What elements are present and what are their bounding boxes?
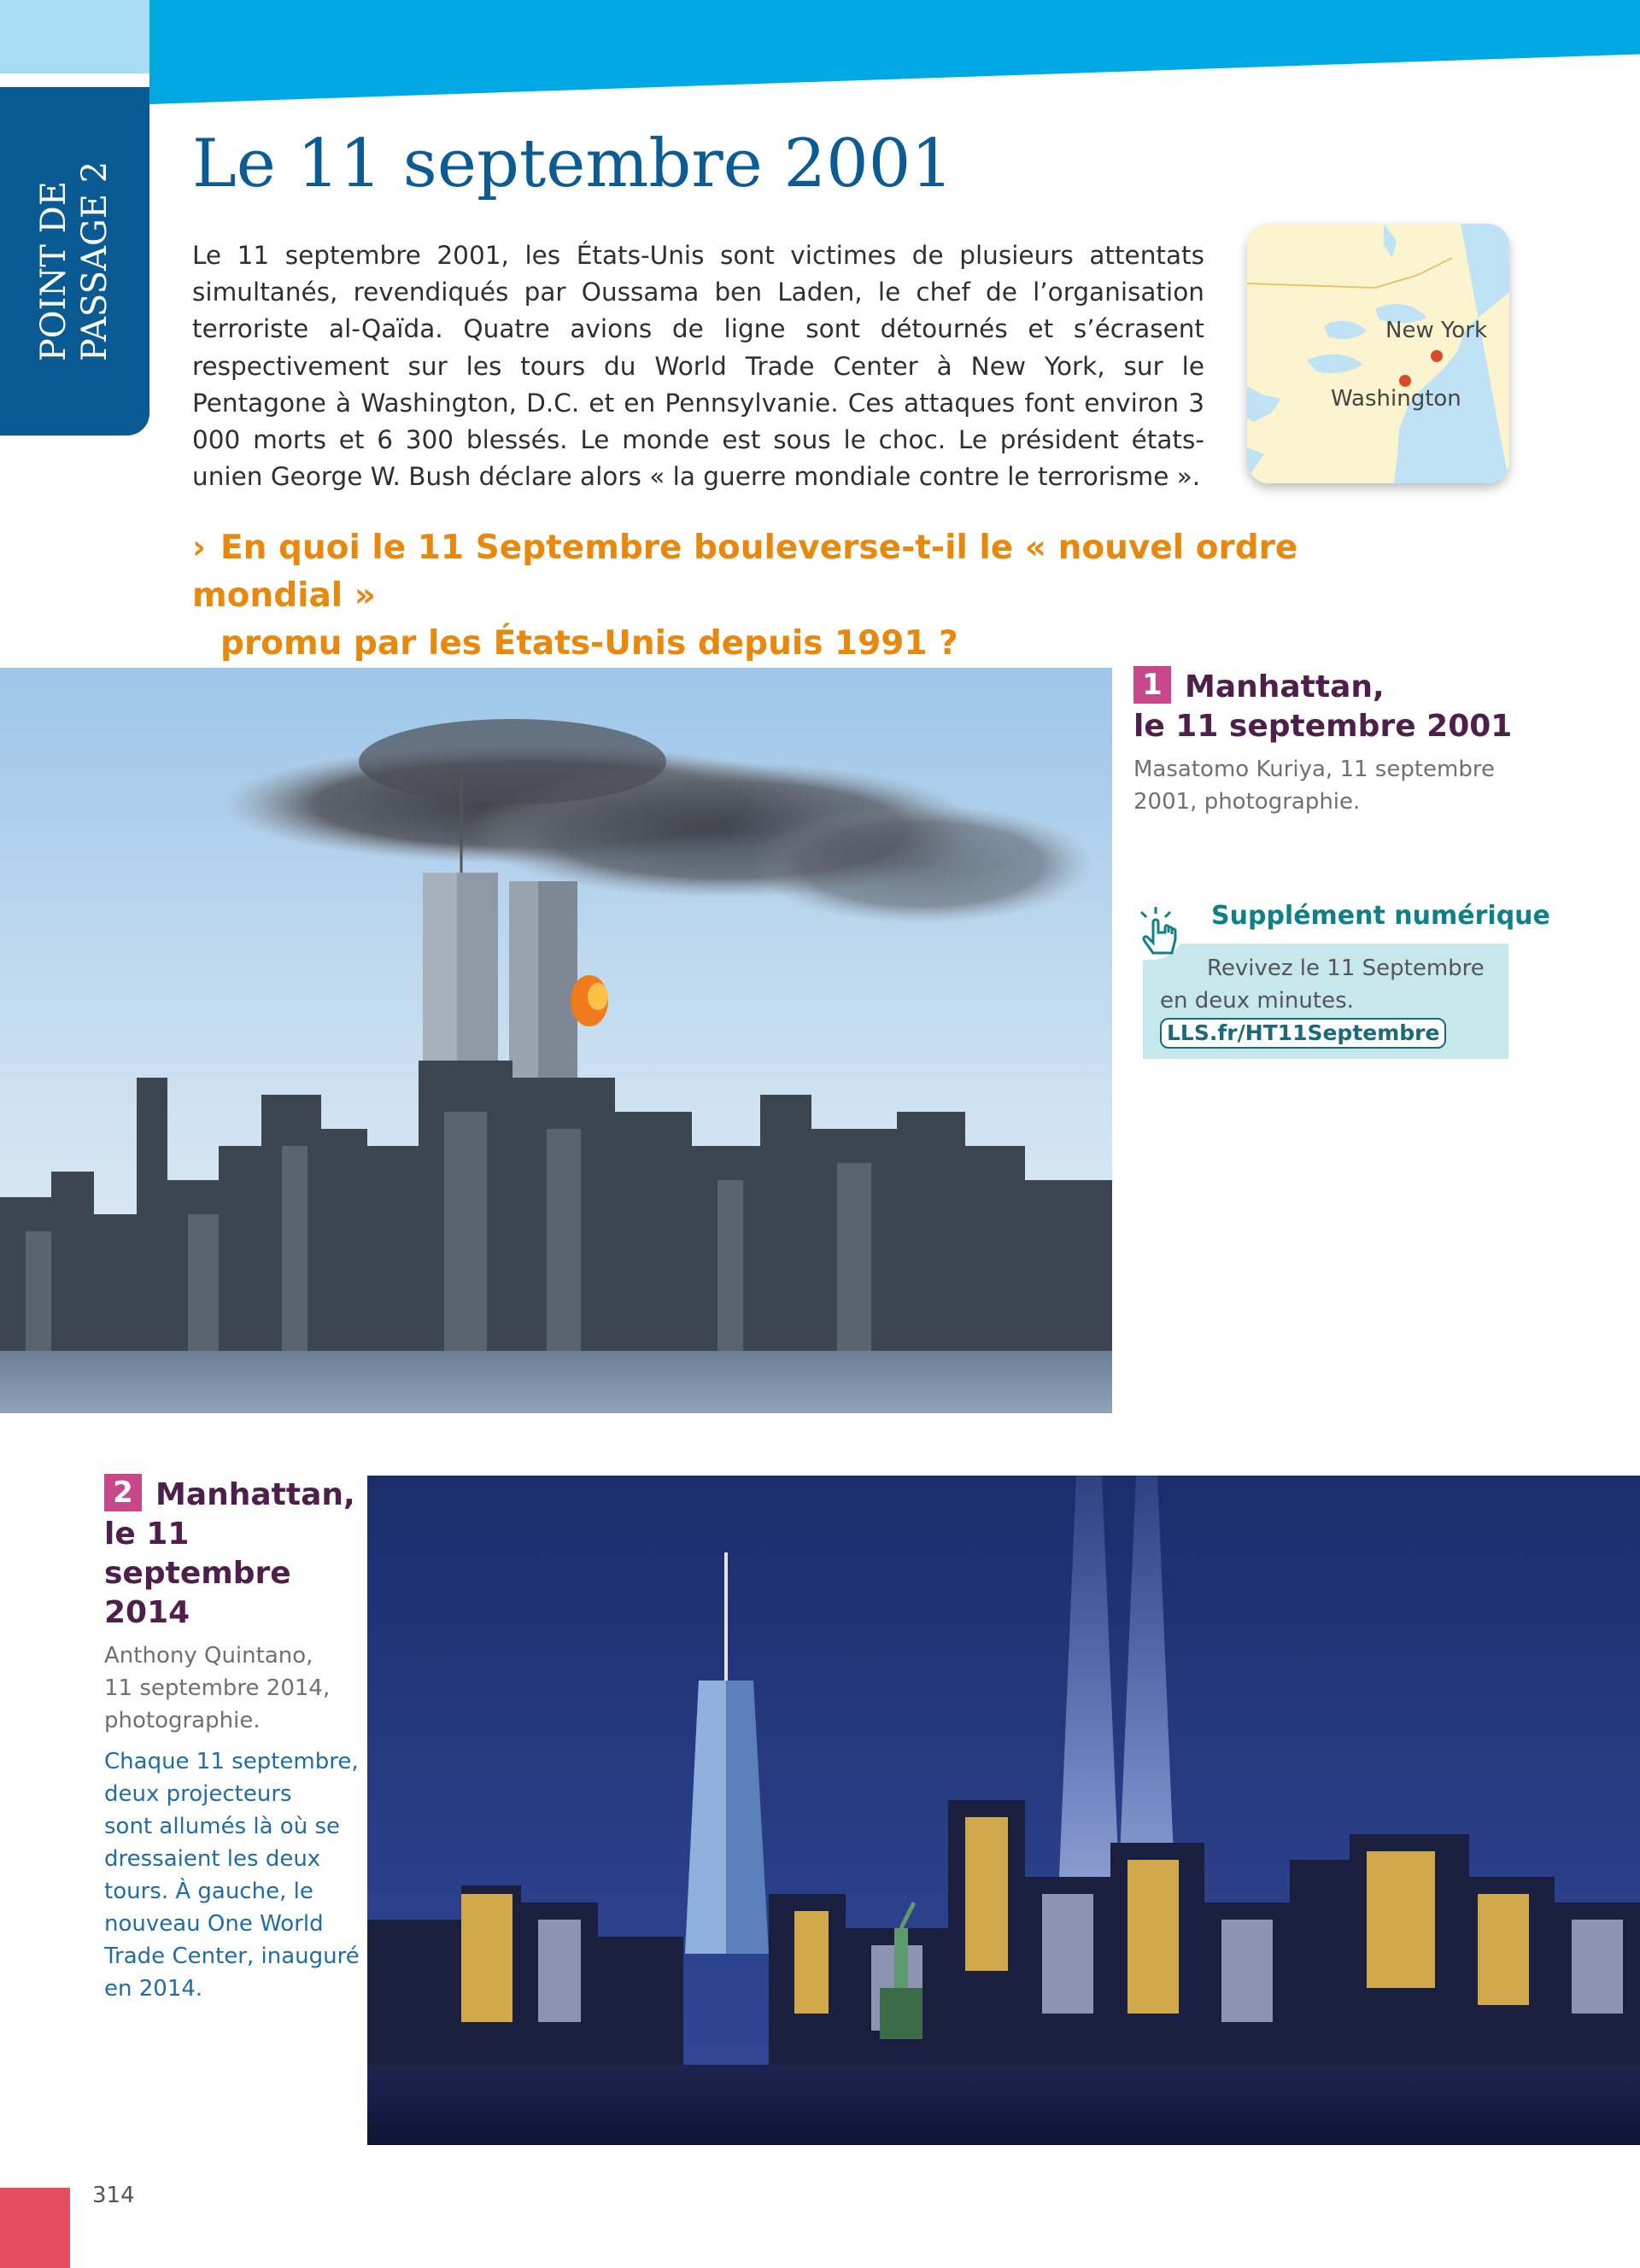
doc2-title-line-2: le 11 septembre	[104, 1517, 291, 1591]
doc2-description	[104, 1745, 360, 2005]
doc1-credit-line-2: 2001, photographie.	[1133, 789, 1361, 815]
supplement-title: Supplément numérique	[1211, 901, 1550, 931]
doc1-number-badge: 1	[1133, 666, 1171, 704]
top-banner	[149, 0, 1640, 104]
doc2-title	[104, 1474, 360, 1633]
photo-manhattan-2001	[0, 668, 1112, 1413]
intro-paragraph: Le 11 septembre 2001, les États-Unis sont victimes de plusieurs attentats simultanés, revendiqués par Oussama ben Laden, le chef de l’organisation terroriste al-Qaïda. Quatre avions de ligne sont détournés et s’écrasent respectivement sur les tours du World Trade Center à New York, sur le Pentagone à Washington, D.C. et en Pennsylvanie. Ces attaques font environ 3 000 morts et 6 300 blessés. Le monde est sous le choc. Le président états-unien George W. Bush déclare alors « la guerre mondiale contre le terrorisme ».	[192, 241, 1204, 492]
doc1-title-line-1: Manhattan,	[1185, 669, 1385, 704]
doc2-credit	[104, 1640, 360, 1737]
locator-map	[1247, 224, 1509, 483]
doc2-credit-line-3: photographie.	[104, 1708, 261, 1733]
doc2-number-badge: 2	[104, 1474, 142, 1511]
washington-dot	[1399, 375, 1411, 387]
doc2-credit-line-1: Anthony Quintano,	[104, 1643, 313, 1669]
chevron-right-icon: ›	[192, 529, 207, 567]
doc2-credit-line-2: 11 septembre 2014,	[104, 1675, 331, 1701]
doc2-title-line-1: Manhattan,	[155, 1477, 355, 1512]
tab-line-1: POINT DE	[34, 181, 74, 362]
newyork-dot	[1431, 350, 1443, 362]
supplement-text-line-2: en deux minutes.	[1160, 988, 1354, 1014]
doc1-title-line-2: le 11 septembre 2001	[1133, 709, 1513, 744]
supplement-text	[1160, 952, 1502, 1049]
footer-color-mark	[0, 2188, 70, 2268]
doc2-caption-line: tours. À gauche, le	[104, 1879, 313, 1904]
supplement-text-line-1: Revivez le 11 Septembre	[1207, 956, 1485, 981]
doc1-caption	[1133, 666, 1612, 818]
doc2-title-line-3: 2014	[104, 1595, 190, 1630]
section-tab-label	[0, 87, 149, 435]
doc2-caption-line: sont allumés là où se	[104, 1814, 340, 1839]
page-title: Le 11 septembre 2001	[192, 126, 954, 202]
question-line-1: En quoi le 11 Septembre bouleverse-t-il le « nouvel ordre mondial »	[192, 529, 1298, 615]
tab-line-2: PASSAGE 2	[75, 161, 115, 362]
doc2-caption	[104, 1474, 360, 2005]
doc1-credit	[1133, 753, 1612, 818]
supplement-link[interactable]: LLS.fr/HT11Septembre	[1160, 1018, 1446, 1049]
top-stripe-light	[0, 0, 149, 73]
map-graphic	[1247, 224, 1509, 483]
guiding-question	[192, 524, 1405, 668]
doc2-caption-line: Chaque 11 septembre,	[104, 1749, 359, 1774]
photo-manhattan-2014	[367, 1476, 1640, 2145]
doc1-credit-line-1: Masatomo Kuriya, 11 septembre	[1133, 757, 1495, 782]
page-number: 314	[92, 2183, 135, 2208]
doc2-caption-line: Trade Center, inauguré	[104, 1944, 360, 1969]
doc2-caption-line: dressaient les deux	[104, 1846, 321, 1872]
doc2-caption-line: deux projecteurs	[104, 1781, 292, 1807]
doc2-caption-line: nouveau One World	[104, 1911, 324, 1937]
doc2-caption-line: en 2014.	[104, 1976, 203, 2002]
map-label-washington: Washington	[1331, 386, 1461, 412]
question-line-2: promu par les États-Unis depuis 1991 ?	[220, 624, 958, 663]
map-label-newyork: New York	[1385, 318, 1488, 343]
doc1-title	[1133, 666, 1612, 746]
